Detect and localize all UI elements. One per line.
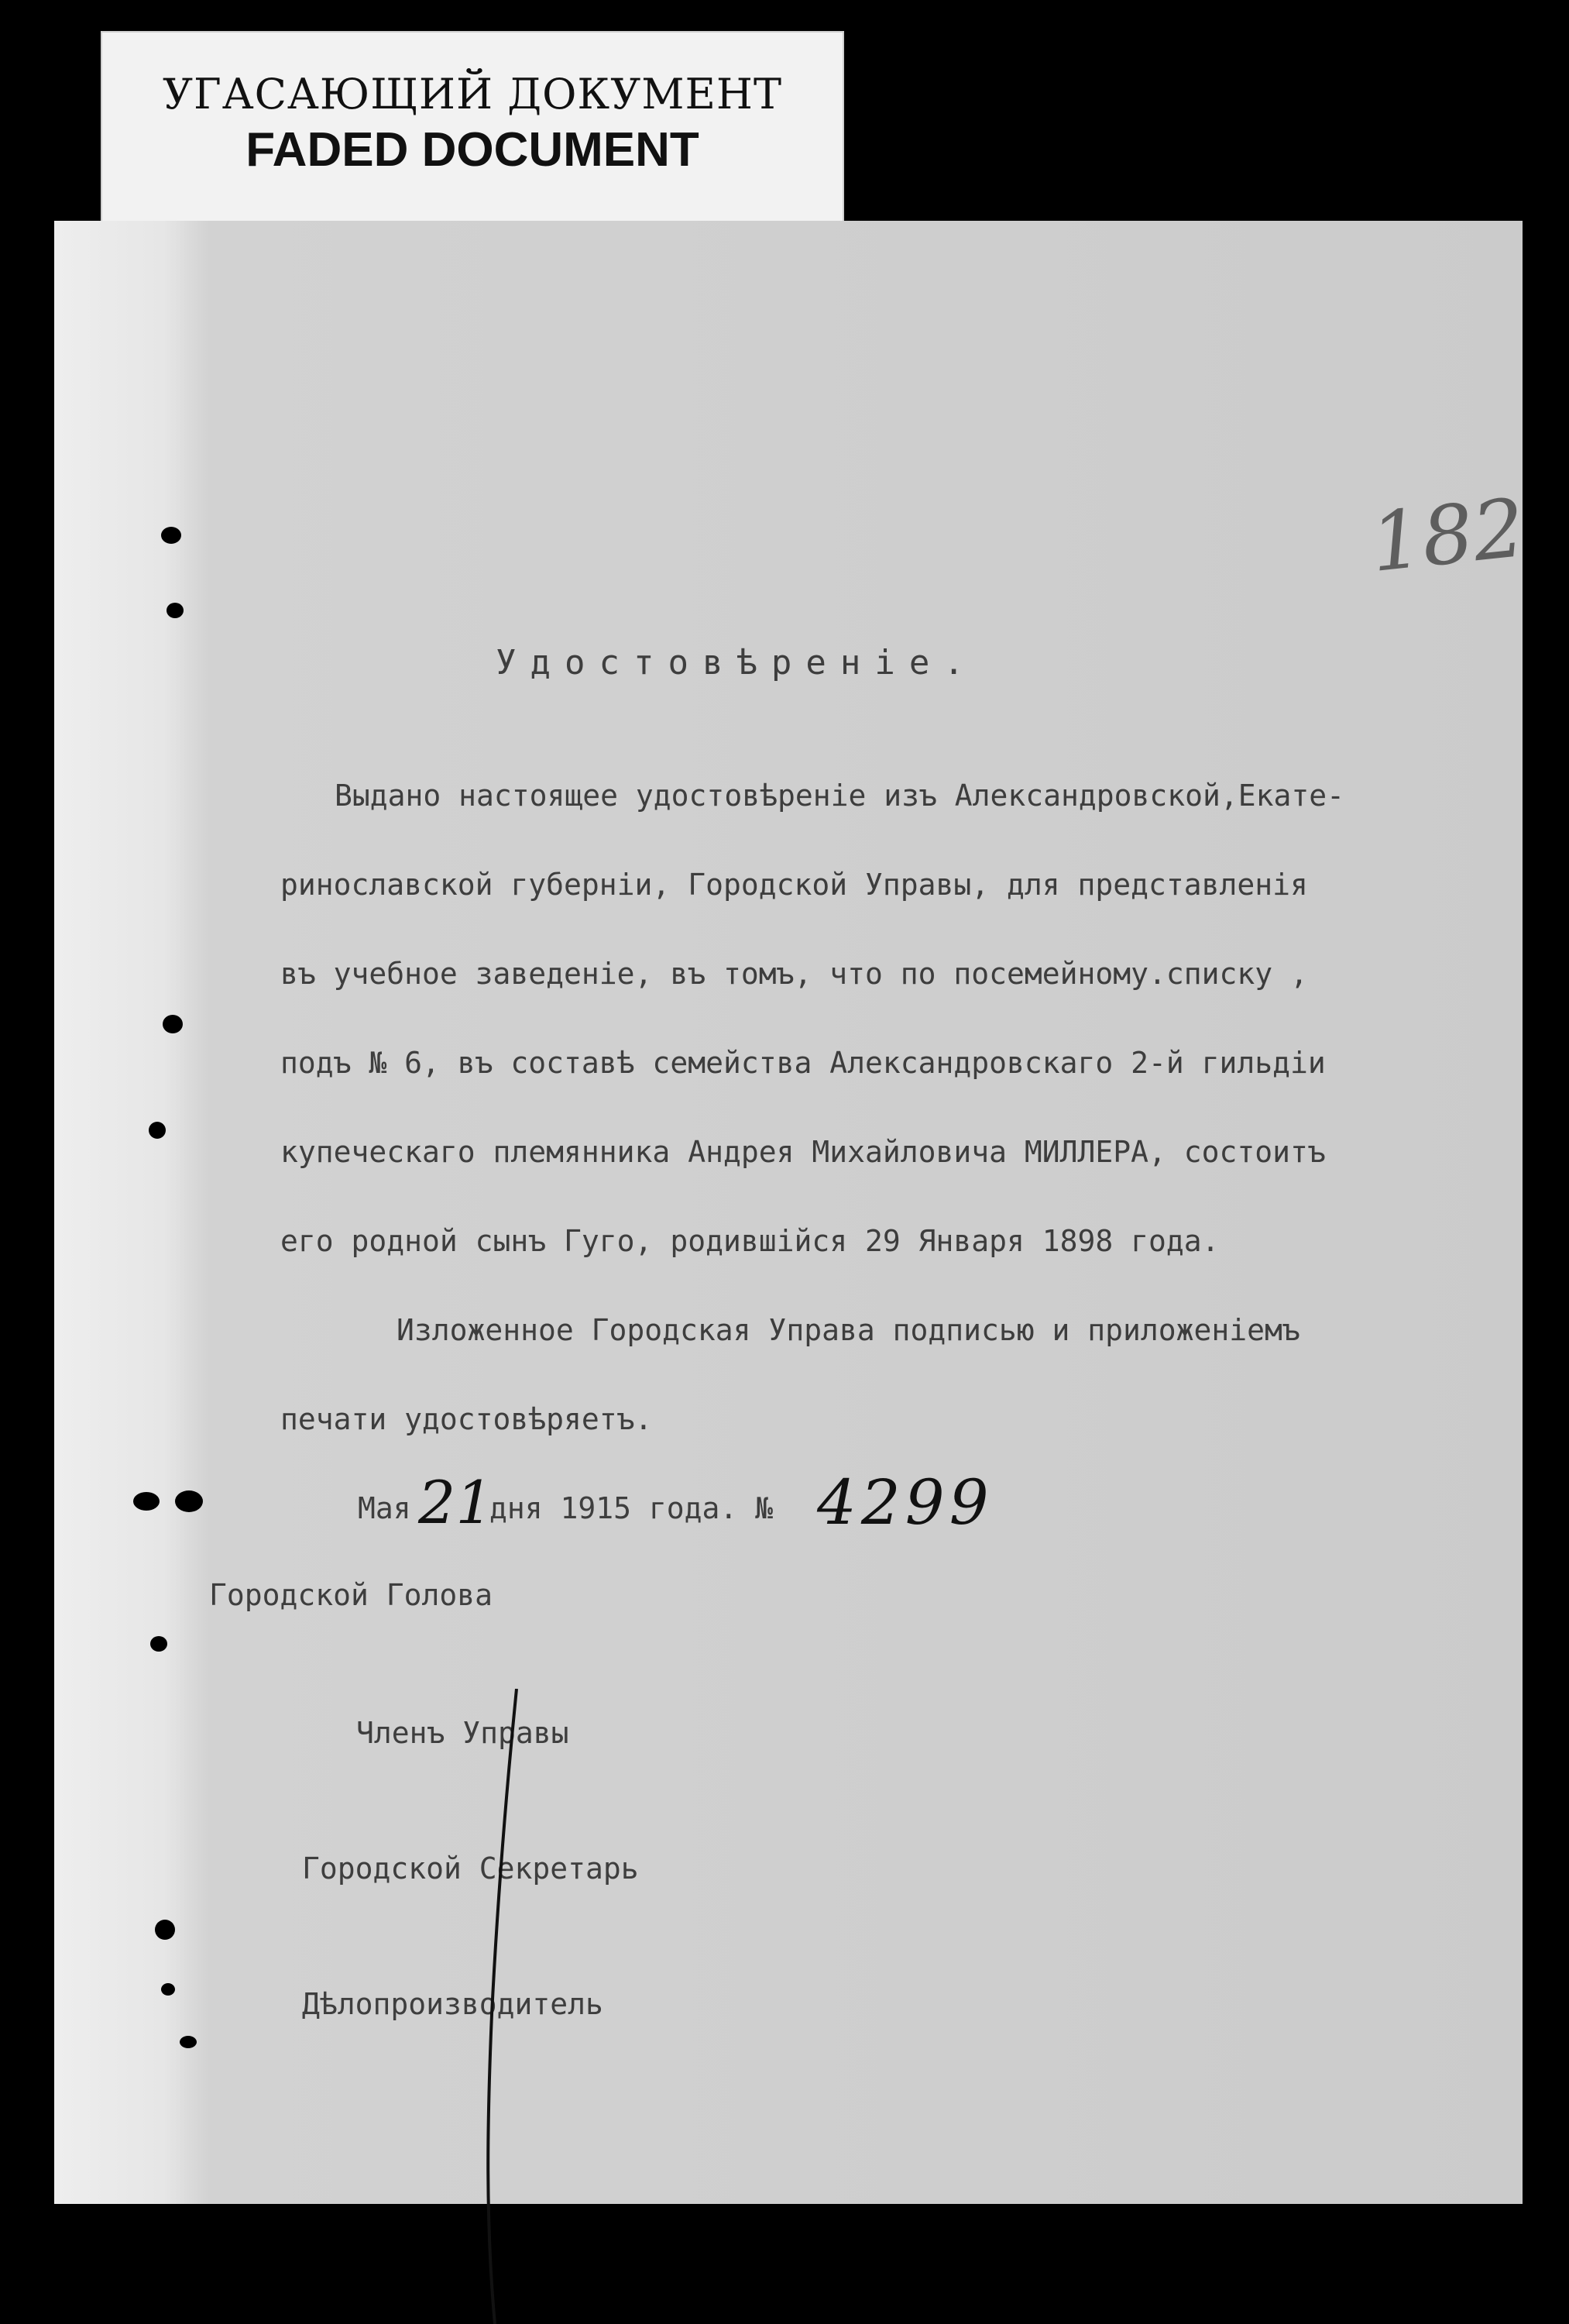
ink-spot — [133, 1492, 160, 1511]
body-line-4: подъ № 6, въ составѣ семейства Александровскаго 2-й гильдiи — [280, 1046, 1326, 1080]
ink-spot — [167, 603, 184, 618]
document-title: Удостовѣренiе. — [496, 643, 978, 682]
handwritten-day: 21 — [418, 1468, 493, 1537]
body-line-8: печати удостовѣряетъ. — [280, 1402, 653, 1436]
folio-number: 182 — [1366, 480, 1530, 591]
document-page — [54, 221, 1530, 2204]
date-text: дня 1915 года. № — [489, 1491, 774, 1525]
ink-spot — [155, 1920, 175, 1940]
ink-spot — [161, 1983, 175, 1996]
signatory-clerk: Дѣлопроизводитель — [302, 1987, 603, 2021]
ink-spot — [150, 1636, 167, 1652]
signatory-city-head: Городской Голова — [209, 1578, 493, 1612]
date-month: Мая — [358, 1491, 411, 1525]
handwritten-number: 4299 — [817, 1466, 994, 1538]
body-line-2: ринославской губернiи, Городской Управы, для представленiя — [280, 868, 1308, 902]
ink-spot — [161, 527, 181, 544]
signature-stroke — [476, 1689, 523, 2324]
body-line-5: купеческаго племянника Андрея Михайловича МИЛЛЕРА, состоитъ — [280, 1135, 1326, 1169]
signatory-board-member: Членъ Управы — [356, 1716, 569, 1750]
label-russian: УГАСАЮЩИЙ ДОКУМЕНТ — [162, 70, 783, 119]
body-line-6: его родной сынъ Гуго, родившiйся 29 Января 1898 года. — [280, 1224, 1220, 1258]
body-line-7: Изложенное Городская Управа подписью и приложенiемъ — [397, 1313, 1300, 1347]
ink-spot — [149, 1122, 166, 1139]
signatory-city-secretary: Городской Секретарь — [302, 1851, 639, 1886]
ink-spot — [163, 1015, 183, 1033]
ink-spot — [175, 1490, 203, 1512]
label-english: FADED DOCUMENT — [245, 123, 699, 177]
ink-spot — [180, 2036, 197, 2048]
body-line-1: Выдано настоящее удостовѣренiе изъ Александровской,Екате- — [335, 779, 1345, 813]
body-line-3: въ учебное заведенiе, въ томъ, что по посемейному.списку , — [280, 957, 1308, 991]
